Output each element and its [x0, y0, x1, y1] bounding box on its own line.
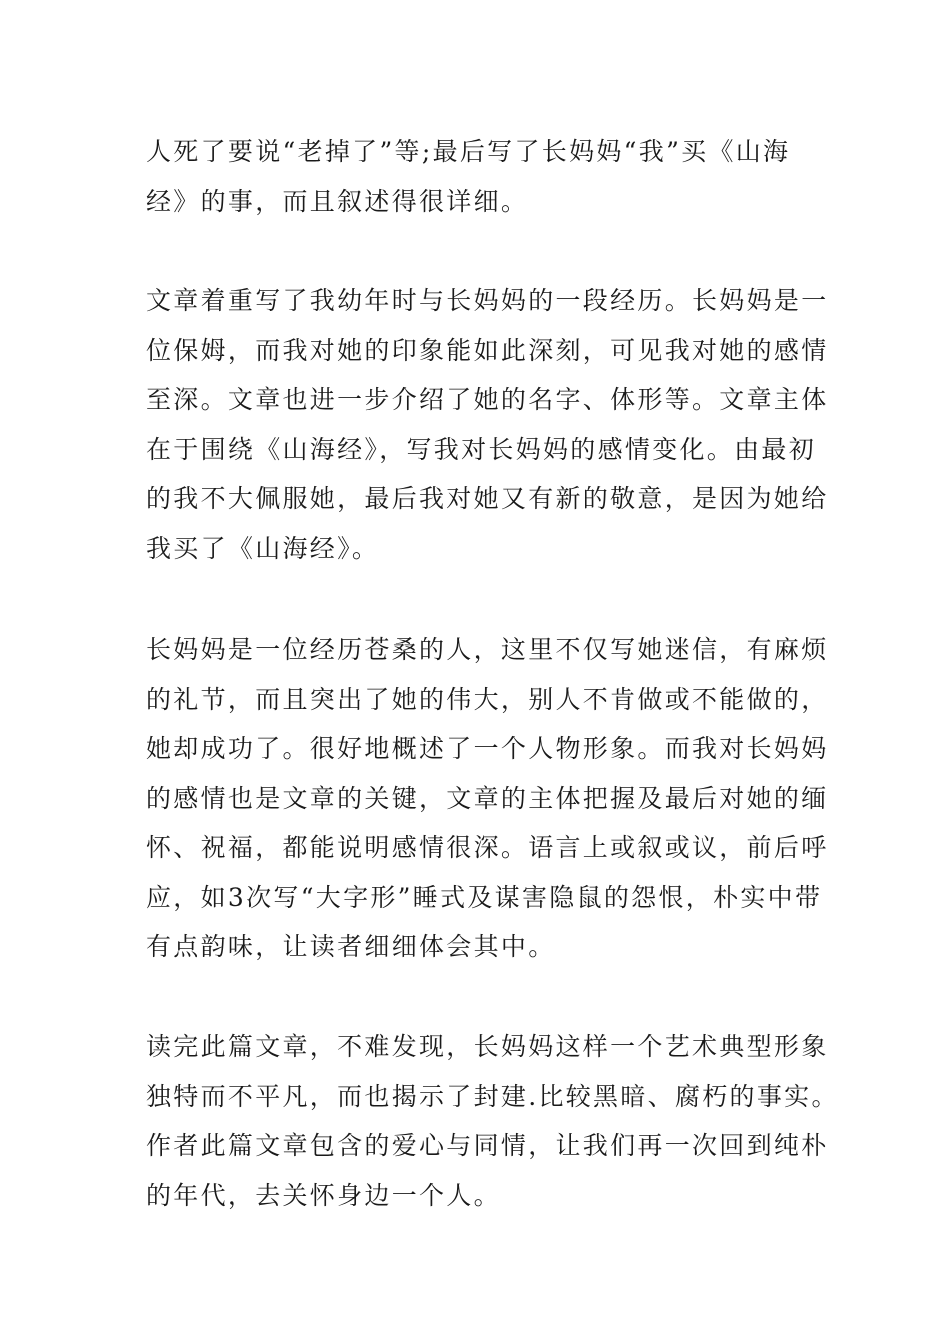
text-line: 应，如3次写“大字形”睡式及谋害隐鼠的怨恨，朴实中带	[146, 882, 823, 912]
text-line: 有点韵味，让读者细细体会其中。	[146, 932, 556, 961]
text-line: 的年代，去关怀身边一个人。	[146, 1180, 501, 1210]
text-line: 人死了要说“老掉了”等;最后写了长妈妈“我”买《山海	[146, 137, 791, 166]
text-line: 她却成功了。很好地概述了一个人物形象。而我对长妈妈	[146, 734, 829, 763]
text-line: 文章着重写了我幼年时与长妈妈的一段经历。长妈妈是一	[146, 286, 829, 315]
text-line: 至深。文章也进一步介绍了她的名字、体形等。文章主体	[146, 385, 829, 414]
text-line: 的我不大佩服她，最后我对她又有新的敬意，是因为她给	[146, 484, 829, 513]
text-line: 经》的事，而且叙述得很详细。	[146, 186, 529, 216]
text-line: 独特而不平凡，而也揭示了封建.比较黑暗、腐朽的事实。	[146, 1081, 839, 1111]
text-line: 作者此篇文章包含的爱心与同情，让我们再一次回到纯朴	[146, 1131, 829, 1160]
text-line: 的感情也是文章的关键，文章的主体把握及最后对她的缅	[146, 783, 829, 813]
paragraph-3	[146, 625, 829, 972]
text-line: 的礼节，而且突出了她的伟大，别人不肯做或不能做的，	[146, 684, 829, 714]
paragraph-2	[146, 276, 829, 573]
paragraph-1	[146, 127, 806, 226]
text-line: 长妈妈是一位经历苍桑的人，这里不仅写她迷信，有麻烦	[146, 635, 829, 664]
text-line: 读完此篇文章，不难发现，长妈妈这样一个艺术典型形象	[146, 1032, 829, 1061]
text-line: 怀、祝福，都能说明感情很深。语言上或叙或议，前后呼	[146, 833, 829, 862]
text-line: 在于围绕《山海经》，写我对长妈妈的感情变化。由最初	[146, 434, 817, 464]
text-line: 位保姆，而我对她的印象能如此深刻，可见我对她的感情	[146, 335, 829, 365]
text-line: 我买了《山海经》。	[146, 533, 380, 563]
paragraph-4	[146, 1022, 839, 1220]
